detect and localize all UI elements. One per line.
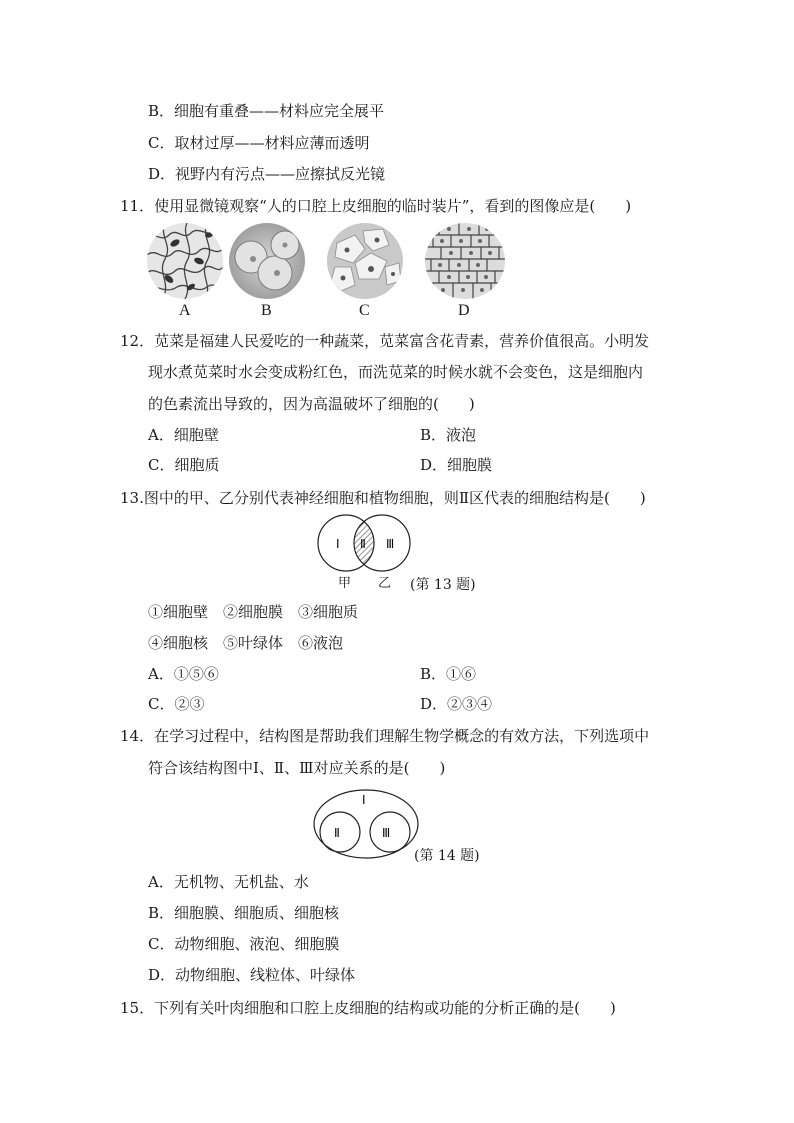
q14-option-b: B．细胞膜、细胞质、细胞核 bbox=[148, 904, 340, 922]
q13-option-c: C．②③ bbox=[148, 695, 205, 713]
q14-region-1: Ⅰ bbox=[362, 793, 366, 807]
q13-option-d: D．②③④ bbox=[420, 695, 493, 713]
q10-option-b: B．细胞有重叠——材料应完全展平 bbox=[148, 102, 385, 120]
q10-option-c: C．取材过厚——材料应薄而透明 bbox=[148, 134, 370, 152]
q14-left-circle bbox=[320, 812, 360, 852]
q15-stem: 15．下列有关叶肉细胞和口腔上皮细胞的结构或功能的分析正确的是( ) bbox=[120, 999, 616, 1017]
q14-caption: (第 14 题) bbox=[414, 848, 480, 864]
q13-label-jia: 甲 bbox=[338, 576, 352, 591]
q13-region-1: Ⅰ bbox=[336, 537, 340, 551]
q12-option-a: A．细胞壁 bbox=[148, 426, 219, 444]
q13-option-b: B．①⑥ bbox=[420, 665, 477, 683]
q11-label-b: B bbox=[261, 302, 272, 319]
q13-items-line1: ①细胞壁 ②细胞膜 ③细胞质 bbox=[148, 603, 359, 621]
q13-venn-diagram bbox=[312, 512, 416, 574]
q11-image-d bbox=[425, 223, 505, 299]
q14-option-a: A．无机物、无机盐、水 bbox=[148, 873, 309, 891]
q11-label-c: C bbox=[359, 302, 370, 319]
q11-label-d: D bbox=[458, 302, 470, 319]
q14-region-3: Ⅲ bbox=[382, 826, 391, 840]
q10-option-d: D．视野内有污点——应擦拭反光镜 bbox=[148, 165, 386, 183]
q11-label-a: A bbox=[179, 302, 191, 319]
q11-image-b bbox=[229, 223, 305, 299]
q13-region-3: Ⅲ bbox=[386, 537, 395, 551]
q13-items-line2: ④细胞核 ⑤叶绿体 ⑥液泡 bbox=[148, 634, 344, 652]
q14-nested-diagram bbox=[310, 786, 422, 862]
q12-option-b: B．液泡 bbox=[420, 426, 477, 444]
q13-region-2: Ⅱ bbox=[360, 537, 366, 551]
q13-option-a: A．①⑤⑥ bbox=[148, 665, 219, 683]
q12-option-d: D．细胞膜 bbox=[420, 456, 493, 474]
q11-stem: 11．使用显微镜观察“人的口腔上皮细胞的临时装片”，看到的图像应是( ) bbox=[120, 197, 632, 215]
q14-option-c: C．动物细胞、液泡、细胞膜 bbox=[148, 935, 340, 953]
q12-stem-line2: 现水煮苋菜时水会变成粉红色，而洗苋菜的时候水就不会变色，这是细胞内 bbox=[148, 363, 644, 381]
q13-label-yi: 乙 bbox=[378, 576, 392, 591]
q12-stem-line3: 的色素流出导致的，因为高温破坏了细胞的( ) bbox=[148, 395, 475, 413]
q14-stem-line1: 14．在学习过程中，结构图是帮助我们理解生物学概念的有效方法，下列选项中 bbox=[120, 727, 650, 745]
q13-caption: (第 13 题) bbox=[410, 577, 476, 593]
q12-option-c: C．细胞质 bbox=[148, 456, 220, 474]
q14-region-2: Ⅱ bbox=[334, 826, 340, 840]
q11-image-c bbox=[327, 223, 403, 299]
q14-stem-line2: 符合该结构图中Ⅰ、Ⅱ、Ⅲ对应关系的是( ) bbox=[148, 759, 446, 777]
q11-image-a bbox=[147, 223, 223, 299]
q14-option-d: D．动物细胞、线粒体、叶绿体 bbox=[148, 966, 356, 984]
q13-stem: 13.图中的甲、乙分别代表神经细胞和植物细胞，则Ⅱ区代表的细胞结构是( ) bbox=[120, 489, 646, 507]
q12-stem-line1: 12．苋菜是福建人民爱吃的一种蔬菜，苋菜富含花青素，营养价值很高。小明发 bbox=[120, 332, 650, 350]
